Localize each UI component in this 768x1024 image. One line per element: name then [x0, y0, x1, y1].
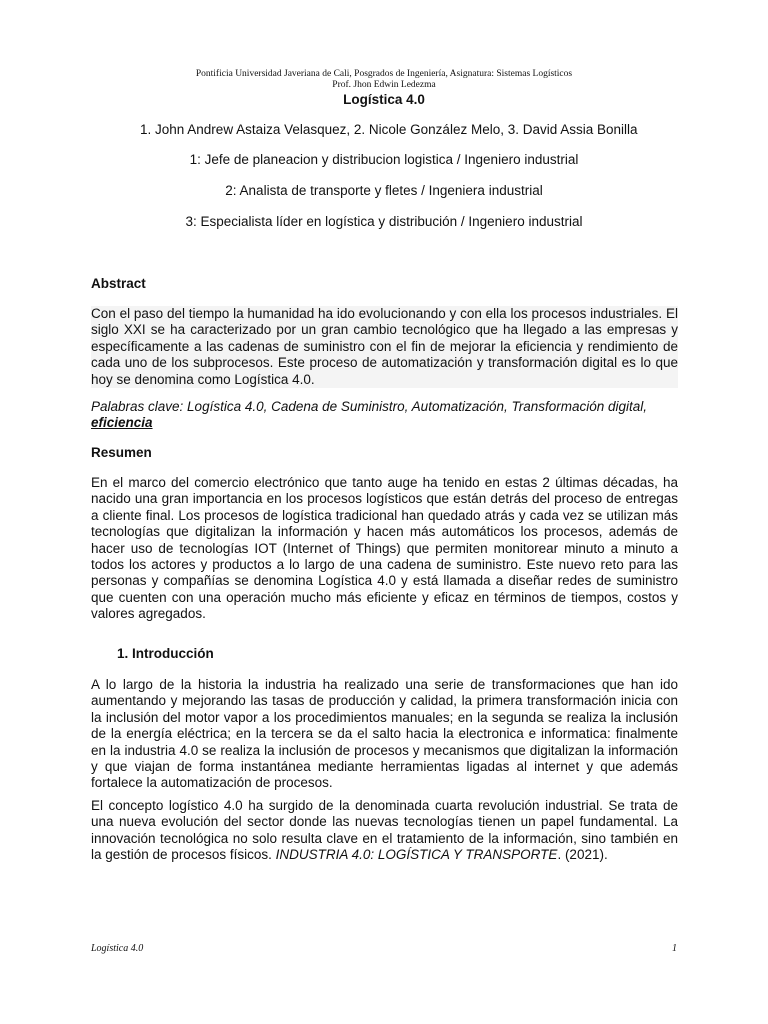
paper-title: Logística 4.0 [343, 92, 425, 107]
page-number: 1 [672, 943, 677, 954]
authors-line: 1. John Andrew Astaiza Velasquez, 2. Nicole González Melo, 3. David Assia Bonilla [140, 122, 638, 137]
introduccion-paragraph-2 [91, 798, 678, 864]
p2-end: . (2021). [557, 847, 608, 863]
footer-title: Logística 4.0 [91, 943, 144, 954]
keywords-last: eficiencia [91, 415, 153, 431]
introduccion-heading: 1. Introducción [117, 646, 214, 661]
abstract-heading: Abstract [91, 276, 146, 291]
p2-citation: INDUSTRIA 4.0: LOGÍSTICA Y TRANSPORTE [275, 847, 558, 863]
keywords [91, 399, 691, 432]
keywords-text: Palabras clave: Logística 4.0, Cadena de Suministro, Automatización, Transformación digital, [91, 399, 648, 414]
p2-text: El concepto logístico 4.0 ha surgido de la denominada cuarta revolución industrial. Se trata de una nueva evolución del sector donde las nuevas tecnologías tienen un papel fundamental. La innovación tecnológica no solo resulta clave en el tratamiento de la información, sino también en la gestión de procesos físicos. [91, 798, 678, 863]
affiliation-1: 1: Jefe de planeacion y distribucion logistica / Ingeniero industrial [189, 152, 579, 167]
resumen-text: En el marco del comercio electrónico que tanto auge ha tenido en estas 2 últimas décadas, ha nacido una gran importancia en los procesos logísticos que están detrás del proceso de entregas a cliente final. Los procesos de logística tradicional han quedado atrás y cada vez se utilizan más tecnologías que digitalizan la información y hacen más automáticos los procesos, además de hacer uso de tecnologías IOT (Internet of Things) que permiten monitorear minuto a minuto a todos los actores y productos a lo largo de una cadena de suministro. Este nuevo reto para las personas y compañías se denomina Logística 4.0 y está llamada a diseñar redes de suministro que cuenten con una operación mucho más eficiente y eficaz en términos de tiempos, costos y valores agregados. [91, 475, 678, 622]
professor-line: Prof. Jhon Edwin Ledezma [332, 80, 436, 90]
institution-line: Pontificia Universidad Javeriana de Cali, Posgrados de Ingeniería, Asignatura: Sistemas Logísticos [195, 69, 573, 79]
abstract-text: Con el paso del tiempo la humanidad ha ido evolucionando y con ella los procesos industriales. El siglo XXI se ha caracterizado por un gran cambio tecnológico que ha llegado a las empresas y específicamente a las cadenas de suministro con el fin de mejorar la eficiencia y rendimiento de cada uno de los subprocesos. Este proceso de automatización y transformación digital es lo que hoy se denomina como Logística 4.0. [91, 306, 678, 387]
introduccion-paragraph-1: A lo largo de la historia la industria ha realizado una serie de transformaciones que han ido aumentando y mejorando las tasas de producción y calidad, la primera transformación inicia con la inclusión del motor vapor a los procedimientos manuales; en la segunda se realiza la inclusión de la energía eléctrica; en la tercera se da el salto hacia la electronica e informatica: finalmente en la industria 4.0 se realiza la inclusión de procesos y mecanismos que digitalizan la información y que viajan de forma instantánea mediante herramientas ligadas al internet y que además fortalece la automatización de procesos. [91, 677, 678, 791]
resumen-heading: Resumen [91, 445, 152, 460]
affiliation-2: 2: Analista de transporte y fletes / Ingeniera industrial [225, 183, 543, 198]
affiliation-3: 3: Especialista líder en logística y distribución / Ingeniero industrial [185, 214, 583, 229]
